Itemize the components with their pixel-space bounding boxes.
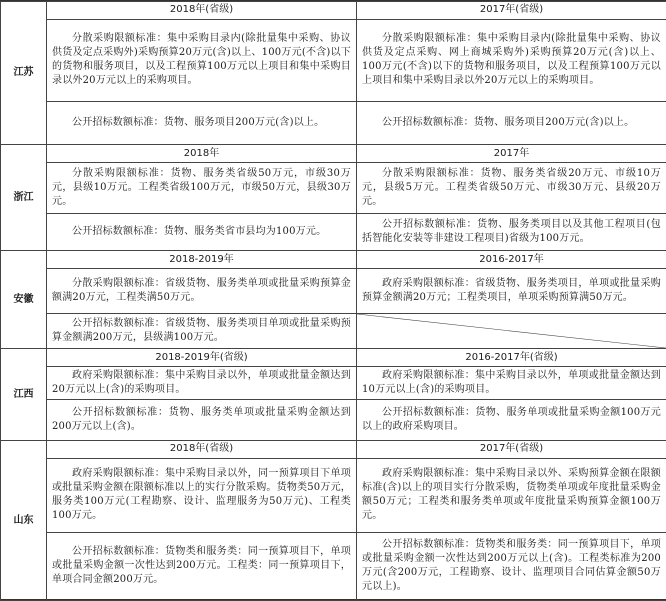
tender-row (1, 532, 666, 600)
tender-row (1, 314, 666, 349)
right-tender-text: 公开招标数额标准：货物、服务单项或批量采购金额100万元以上的政府采购项目。 (357, 399, 666, 440)
right-tender-text: 公开招标数额标准：货物类和服务类：同一预算项目下，单项或批量采购金额一次性达到200万元以上(含)。工程类标准为200万元(含200万元，工程勘察、设计、监理项目合同估算金额50万元以上)。 (357, 532, 666, 600)
left-tender-text: 公开招标数额标准：货物、服务项目200万元(含)以上。 (47, 101, 357, 144)
province-cell: 安徽 (1, 251, 47, 349)
tender-row (1, 399, 666, 440)
left-year-header: 2018年 (47, 145, 357, 163)
province-cell: 浙江 (1, 145, 47, 251)
procurement-standards-table (0, 1, 666, 601)
limit-row (1, 268, 666, 313)
left-tender-text: 公开招标数额标准：货物、服务类单项或批量采购金额达到200万元以上(含)。 (47, 399, 357, 440)
right-limit-text: 分散采购限额标准：集中采购目录内(除批量集中采购、协议供货及定点采购、网上商城采购外)采购预算20万元(含)以上、100万元(不含)以下的货物和服务项目，以及工程预算100万元以上项目和集中采购目录以外20万元以上的采购项目。 (357, 19, 666, 101)
limit-row (1, 458, 666, 532)
province-cell: 山东 (1, 441, 47, 601)
empty-diagonal-cell (357, 314, 666, 349)
year-header-row (1, 145, 666, 163)
right-tender-text: 公开招标数额标准：货物、服务项目200万元(含)以上。 (357, 101, 666, 144)
left-tender-text: 公开招标数额标准：省级货物、服务类项目单项或批量采购预算金额满200万元，县级满100万元。 (47, 314, 357, 349)
year-header-row (1, 251, 666, 269)
limit-row (1, 19, 666, 101)
left-year-header: 2018年(省级) (47, 441, 357, 459)
tender-row (1, 101, 666, 144)
left-tender-text: 公开招标数额标准：货物、服务类省市县均为100万元。 (47, 214, 357, 251)
left-limit-text: 分散采购限额标准：省级货物、服务类单项或批量采购预算金额满20万元，工程类满50万元。 (47, 268, 357, 313)
right-year-header: 2017年(省级) (357, 2, 666, 20)
left-year-header: 2018年(省级) (47, 2, 357, 20)
year-header-row (1, 441, 666, 459)
left-year-header: 2018-2019年(省级) (47, 349, 357, 367)
left-limit-text: 政府采购限额标准：集中采购目录以外，单项或批量金额达到20万元以上(含)的采购项目。 (47, 366, 357, 399)
left-limit-text: 分散采购限额标准：集中采购目录内(除批量集中采购、协议供货及定点采购外)采购预算20万元(含)以上、100万元(不含)以下的货物和服务项目，以及工程预算100万元以上项目和集中采购目录以外20万元以上的采购项目。 (47, 19, 357, 101)
limit-row (1, 162, 666, 214)
right-year-header: 2016-2017年 (357, 251, 666, 269)
right-tender-text: 公开招标数额标准：货物、服务类项目以及其他工程项目(包括智能化安装等非建设工程项目)省级为100万元。 (357, 214, 666, 251)
right-limit-text: 政府采购限额标准：省级货物、服务类项目，单项或批量采购预算金额满20万元；工程类项目，单项采购预算满50万元。 (357, 268, 666, 313)
year-header-row (1, 349, 666, 367)
year-header-row (1, 2, 666, 20)
left-limit-text: 分散采购限额标准：货物、服务类省级50万元，市级30万元，县级10万元。工程类省级100万元，市级50万元，县级30万元。 (47, 162, 357, 214)
limit-row (1, 366, 666, 399)
right-year-header: 2016-2017年(省级) (357, 349, 666, 367)
left-tender-text: 公开招标数额标准：货物类和服务类：同一预算项目下，单项或批量采购金额一次性达到200万元。工程类：同一预算项目下，单项合同金额200万元。 (47, 532, 357, 600)
diagonal-line (357, 314, 666, 348)
right-year-header: 2017年 (357, 145, 666, 163)
right-limit-text: 政府采购限额标准：集中采购目录以外、采购预算金额在限额标准(含)以上的项目实行分散采购，货物类单项或年度批量采购金额50万元；工程类和服务类单项或年度批量采购预算金额100万元。 (357, 458, 666, 532)
tender-row (1, 214, 666, 251)
right-year-header: 2017年(省级) (357, 441, 666, 459)
province-cell: 江苏 (1, 2, 47, 145)
right-limit-text: 分散采购限额标准：货物、服务类省级20万元、市级10万元，县级5万元。工程类省级50万元、市级30万元、县级20万元。 (357, 162, 666, 214)
right-limit-text: 政府采购限额标准：集中采购目录以外，单项或批量金额达到10万元以上(含)的采购项目。 (357, 366, 666, 399)
province-cell: 江西 (1, 349, 47, 441)
left-year-header: 2018-2019年 (47, 251, 357, 269)
left-limit-text: 政府采购限额标准：集中采购目录以外，同一预算项目下单项或批量采购金额在限额标准以上的实行分散采购。货物类50万元，服务类100万元(工程勘察、设计、监理服务为50万元)、工程类100万元。 (47, 458, 357, 532)
